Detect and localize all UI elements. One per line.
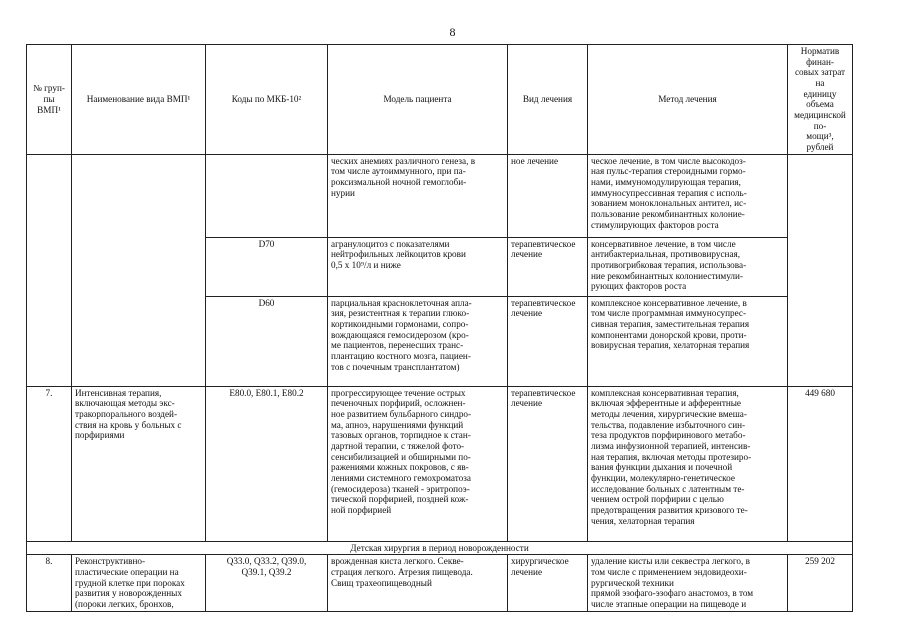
page-number: 8 xyxy=(449,25,456,39)
header-method: Метод лечения xyxy=(588,45,788,155)
group-cell: 8. xyxy=(27,555,72,611)
header-cost: Норматив финан- совых затрат на единицу объема медицинской по- мощи³, рублей xyxy=(788,45,853,155)
method-cell: ческое лечение, в том числе высокодоз- ная пульс-терапия стероидными гормо- нами, иммуномодулирующая терапия, иммуносупрессивная терапия с исполь- зованием моноклональных антител, ис- пользование рекомбинантных колоние- стимулирующих факторов роста xyxy=(588,154,788,237)
table-header-row xyxy=(27,45,853,155)
name-cell xyxy=(72,154,206,386)
name-cell: Реконструктивно- пластические операции на грудной клетке при пороках развития у новорожденных (пороки легких, бронхов, xyxy=(72,555,206,611)
codes-cell: Q33.0, Q33.2, Q39.0, Q39.1, Q39.2 xyxy=(206,555,328,611)
header-treatment: Вид лечения xyxy=(508,45,588,155)
method-cell: удаление кисты или секвестра легкого, в том числе с применением эндовидеохи- рургической техники прямой эзофаго-эзофаго анастомоз, в том числе этапные операции на пищеводе и xyxy=(588,555,788,611)
cost-cell: 259 202 xyxy=(788,555,853,611)
model-cell: врожденная киста легкого. Секве- страция легкого. Атрезия пищевода. Свищ трахеопищеводный xyxy=(328,555,508,611)
model-cell: парциальная красноклеточная апла- зия, резистентная к терапии глюко- кортикоидными гормонами, сопро- вождающаяся гемосидерозом (кро- ме пациентов, перенесших транс- плантацию костного мозга, пациен- тов с почечным трансплантатом) xyxy=(328,296,508,386)
header-group: № груп- пы ВМП¹ xyxy=(27,45,72,155)
section-title: Детская хирургия в период новорожденности xyxy=(27,541,853,555)
header-model: Модель пациента xyxy=(328,45,508,155)
table-row xyxy=(27,555,853,611)
table-row xyxy=(27,154,853,237)
header-name: Наименование вида ВМП¹ xyxy=(72,45,206,155)
model-cell: агранулоцитоз с показателями нейтрофильных лейкоцитов крови 0,5 x 10⁹/л и ниже xyxy=(328,237,508,296)
method-cell: комплексное консервативное лечение, в том числе программная иммуносупрес- сивная терапия, заместительная терапия компонентами донорской крови, проти- вовирусная терапия, хелаторная терапия xyxy=(588,296,788,386)
codes-cell: D70 xyxy=(206,237,328,296)
section-header-row xyxy=(27,541,853,555)
name-cell: Интенсивная терапия, включающая методы экс- тракорпорального воздей- ствия на кровь у больных с порфириями xyxy=(72,386,206,541)
treatment-cell: терапевтическое лечение xyxy=(508,296,588,386)
group-cell xyxy=(27,154,72,386)
model-cell: ческих анемиях различного генеза, в том числе аутоиммунного, при па- роксизмальной ночной гемоглоби- нурии xyxy=(328,154,508,237)
table-row xyxy=(27,386,853,541)
treatment-cell: ное лечение xyxy=(508,154,588,237)
treatment-cell: терапевтическое лечение xyxy=(508,237,588,296)
cost-cell: 449 680 xyxy=(788,386,853,541)
method-cell: комплексная консервативная терапия, включая эфферентные и афферентные методы лечения, хирургические вмеша- тельства, подавление избыточного син- теза продуктов порфиринового метабо- лизма инфузионной терапией, интенсив- ная терапия, включая методы протезиро- вания функции дыхания и почечной функции, молекулярно-генетическое исследование больных с латентным те- чением острой порфирии с целью предотвращения развития кризового те- чения, хелаторная терапия xyxy=(588,386,788,541)
method-cell: консервативное лечение, в том числе антибактериальная, противовирусная, противогрибковая терапия, использова- ние рекомбинантных колониестимули- рующих факторов роста xyxy=(588,237,788,296)
codes-cell: E80.0, E80.1, E80.2 xyxy=(206,386,328,541)
model-cell: прогрессирующее течение острых печеночных порфирий, осложнен- ное развитием бульбарного синдро- ма, апноэ, нарушениями функций тазовых органов, торпидное к стан- дартной терапии, с тяжелой фото- сенсибилизацией и обширными по- ражениями кожных покровов, с яв- лениями системного гемохроматоза (гемосидероза) тканей - эритропоэ- тической порфирией, поздней кож- ной порфирией xyxy=(328,386,508,541)
treatment-cell: терапевтическое лечение xyxy=(508,386,588,541)
codes-cell: D60 xyxy=(206,296,328,386)
group-cell: 7. xyxy=(27,386,72,541)
header-codes: Коды по МКБ-10² xyxy=(206,45,328,155)
codes-cell xyxy=(206,154,328,237)
vmp-table xyxy=(26,44,853,612)
treatment-cell: хирургическое лечение xyxy=(508,555,588,611)
cost-cell xyxy=(788,154,853,386)
